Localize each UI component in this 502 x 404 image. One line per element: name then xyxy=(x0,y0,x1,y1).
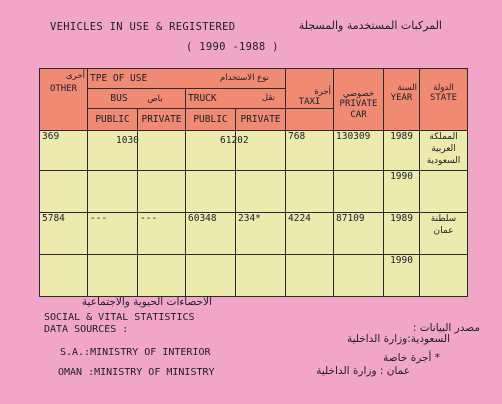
cell-taxi xyxy=(286,255,334,297)
header-other-ar: أخرى xyxy=(66,71,85,81)
header-other-en: OTHER xyxy=(49,84,78,94)
cell-taxi: 768 xyxy=(286,131,334,171)
footer-sources-english: DATA SOURCES : xyxy=(44,324,129,335)
cell-state xyxy=(420,171,468,213)
header-private-car-ar: خصوصي xyxy=(342,89,375,99)
header-private-car xyxy=(334,69,384,131)
header-bus-public: PUBLIC xyxy=(88,109,138,131)
vehicles-table xyxy=(39,68,468,297)
cell-bus-public: --- xyxy=(88,213,138,255)
cell-truck-private xyxy=(220,131,286,171)
cell-truck-private xyxy=(236,171,286,213)
cell-other: 369 xyxy=(40,131,88,171)
footer-sa-arabic: السعودية:وزارة الداخلية xyxy=(346,333,450,345)
table-row xyxy=(40,213,468,255)
header-year-en: YEAR xyxy=(390,93,413,103)
footer-oman-english: OMAN :MINISTRY OF MINISTRY xyxy=(58,367,215,378)
header-taxi xyxy=(286,69,334,109)
header-truck xyxy=(186,89,286,109)
header-taxi-blank xyxy=(286,109,334,131)
cell-state: سلطنة عمان xyxy=(420,213,468,255)
cell-other xyxy=(40,171,88,213)
header-state-ar: الدولة xyxy=(433,83,454,93)
header-bus xyxy=(88,89,186,109)
cell-other xyxy=(40,255,88,297)
table-row xyxy=(40,171,468,213)
cell-truck-public: 60348 xyxy=(186,213,236,255)
cell-private-car: 87109 xyxy=(334,213,384,255)
header-truck-public: PUBLIC xyxy=(186,109,236,131)
cell-bus-private xyxy=(138,131,186,171)
header-private-car-en-2: CAR xyxy=(350,110,367,120)
cell-year: 1990 xyxy=(384,255,420,297)
cell-private-car xyxy=(334,255,384,297)
header-bus-en: BUS xyxy=(110,93,128,104)
cell-taxi xyxy=(286,171,334,213)
footer-sa-english: S.A.:MINISTRY OF INTERIOR xyxy=(60,347,211,358)
cell-bus-private xyxy=(138,171,186,213)
footer-stats-english: SOCIAL & VITAL STATISTICS xyxy=(44,312,195,323)
title-arabic: المركبات المستخدمة والمسجلة xyxy=(298,19,442,32)
header-type-of-use-ar: نوع الاستخدام xyxy=(220,73,270,83)
cell-bus-public xyxy=(88,131,138,171)
cell-private-car xyxy=(334,171,384,213)
header-type-of-use-en: TPE OF USE xyxy=(90,73,148,84)
footer-oman-arabic: عمان : وزارة الداخلية xyxy=(316,365,410,377)
header-year-ar: السنة xyxy=(397,83,418,93)
header-row-1 xyxy=(40,69,468,89)
cell-truck-private-value: 61202 xyxy=(220,135,249,146)
header-taxi-ar: أجرة xyxy=(314,87,332,97)
table-row xyxy=(40,255,468,297)
cell-truck-private xyxy=(236,255,286,297)
year-range: ( 1990 -1988 ) xyxy=(186,41,279,53)
footer-note-arabic: * أجرة خاصة xyxy=(383,352,440,364)
cell-truck-public xyxy=(186,255,236,297)
cell-bus-private xyxy=(138,255,186,297)
cell-year: 1990 xyxy=(384,171,420,213)
header-year xyxy=(384,69,420,131)
header-state xyxy=(420,69,468,131)
cell-truck-private: 234* xyxy=(236,213,286,255)
table-row xyxy=(40,131,468,171)
cell-private-car: 130309 xyxy=(334,131,384,171)
cell-year: 1989 xyxy=(384,213,420,255)
cell-bus-public xyxy=(88,171,138,213)
cell-state: المملكة العربية السعودية xyxy=(420,131,468,171)
header-bus-ar: باص xyxy=(147,94,163,104)
header-state-en: STATE xyxy=(429,93,458,103)
cell-bus-public-value: 1030 xyxy=(116,135,139,146)
title-english: VEHICLES IN USE & REGISTERED xyxy=(50,21,236,33)
header-type-of-use xyxy=(88,69,286,89)
cell-truck-public xyxy=(186,171,236,213)
cell-other: 5784 xyxy=(40,213,88,255)
header-truck-private: PRIVATE xyxy=(236,109,286,131)
cell-bus-private: --- xyxy=(138,213,186,255)
cell-taxi: 4224 xyxy=(286,213,334,255)
header-truck-ar: نقل xyxy=(261,93,276,103)
header-taxi-en: TAXI xyxy=(298,97,321,107)
cell-year: 1989 xyxy=(384,131,420,171)
header-private-car-en-1: PRIVATE xyxy=(339,99,378,109)
footer-stats-arabic: الاحصاءات الحيوية والاجتماعية xyxy=(81,296,212,308)
cell-state xyxy=(420,255,468,297)
header-other xyxy=(40,69,88,131)
cell-bus-public xyxy=(88,255,138,297)
header-truck-en: TRUCK xyxy=(188,93,217,104)
footer-sources-arabic: مصدر البيانات : xyxy=(412,322,480,334)
header-bus-private: PRIVATE xyxy=(138,109,186,131)
